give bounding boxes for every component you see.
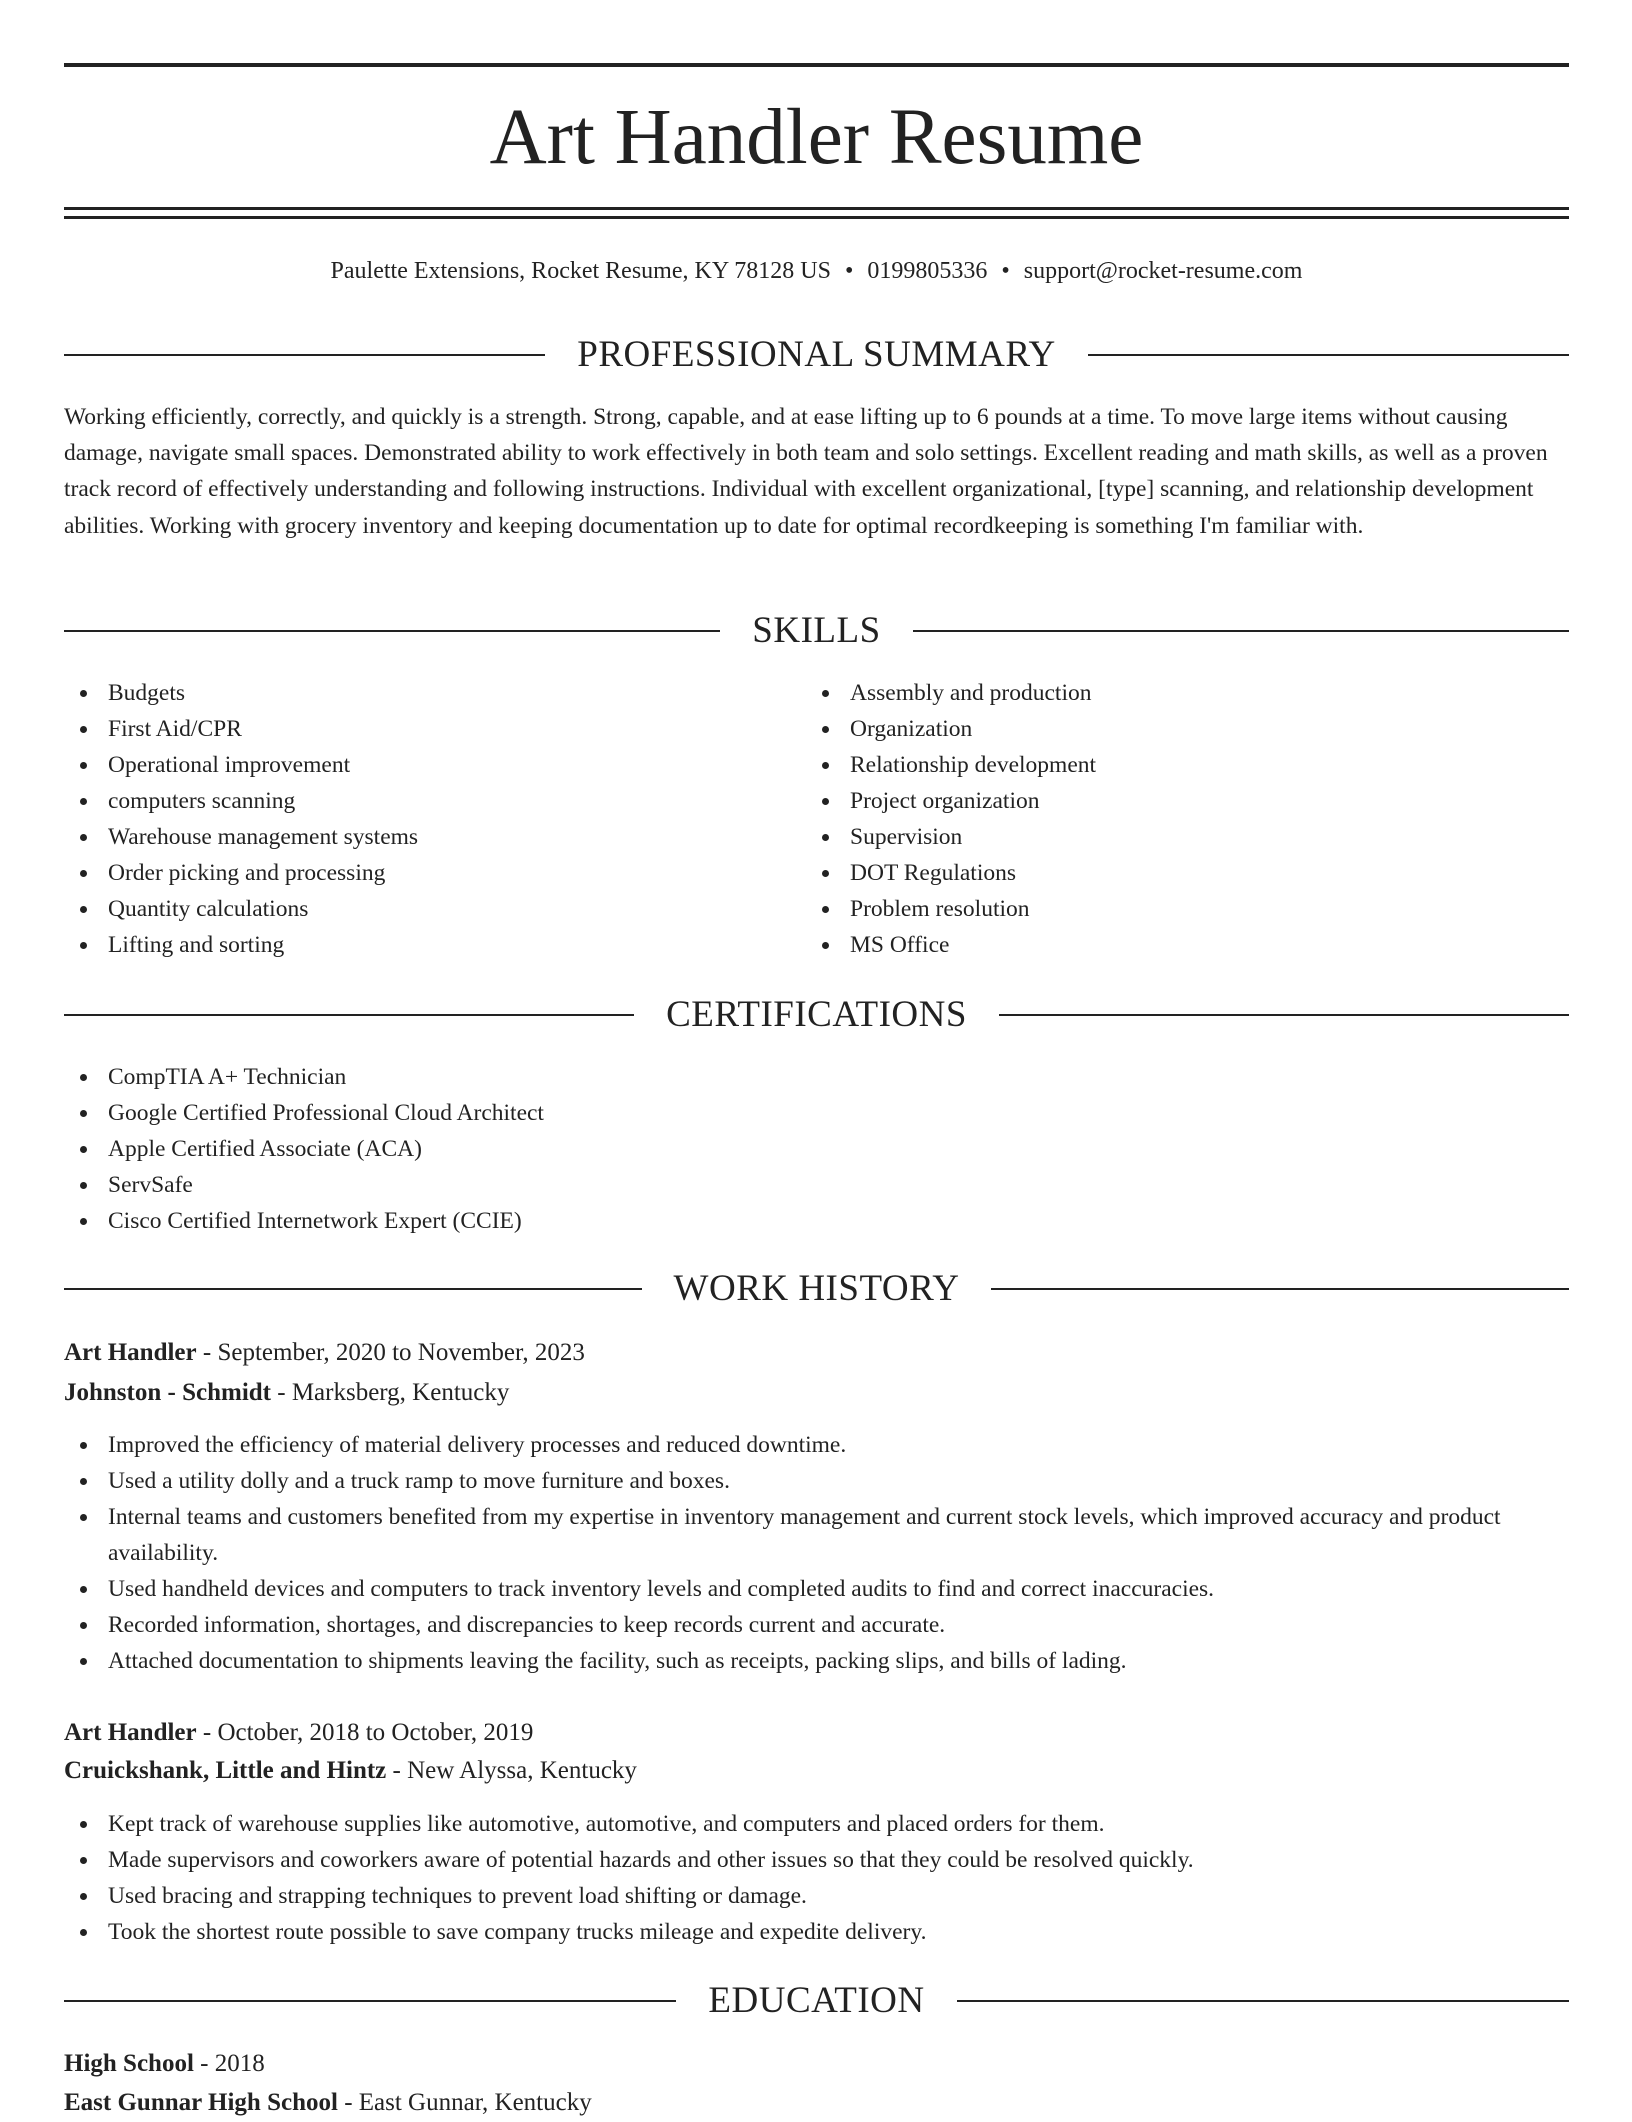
education-school-line (64, 2084, 1569, 2122)
summary-heading (64, 333, 1569, 377)
list-item: Made supervisors and coworkers aware of potential hazards and other issues so that they could be resolved quickly. (64, 1842, 1569, 1878)
top-rule (64, 63, 1569, 67)
section-title: WORK HISTORY (673, 1268, 960, 1309)
list-item: DOT Regulations (806, 855, 1506, 891)
list-item: Recorded information, shortages, and discrepancies to keep records current and accurate. (64, 1607, 1569, 1643)
section-title: SKILLS (752, 610, 881, 651)
heading-rule-left (64, 1014, 634, 1016)
education-degree: High School (64, 2050, 194, 2077)
heading-rule-left (64, 630, 720, 632)
contact-email: support@rocket-resume.com (1023, 258, 1303, 284)
list-item: Kept track of warehouse supplies like automotive, automotive, and computers and placed orders for them. (64, 1806, 1569, 1842)
job-dates: - September, 2020 to November, 2023 (196, 1339, 585, 1366)
contact-address: Paulette Extensions, Rocket Resume, KY 78128 US (330, 258, 831, 284)
list-item: Cisco Certified Internetwork Expert (CCIE) (64, 1203, 1569, 1239)
list-item: computers scanning (64, 783, 764, 819)
job-dates: - October, 2018 to October, 2019 (196, 1719, 534, 1746)
skills-left-column (64, 675, 764, 963)
education-year: - 2018 (193, 2050, 265, 2077)
list-item: Supervision (806, 819, 1506, 855)
section-title: CERTIFICATIONS (666, 994, 967, 1035)
section-title: EDUCATION (708, 1980, 925, 2021)
heading-rule-left (64, 354, 545, 356)
list-item: Project organization (806, 783, 1506, 819)
job-company-line (64, 1752, 1569, 1790)
list-item: Apple Certified Associate (ACA) (64, 1131, 1569, 1167)
certifications-heading (64, 993, 1569, 1037)
list-item: MS Office (806, 927, 1506, 963)
job-bullets (64, 1806, 1569, 1950)
list-item: Lifting and sorting (64, 927, 764, 963)
contact-separator: • (844, 258, 854, 284)
heading-rule-right (1088, 354, 1569, 356)
education-location: - East Gunnar, Kentucky (337, 2089, 592, 2116)
skills-right-column (806, 675, 1506, 963)
list-item: Warehouse management systems (64, 819, 764, 855)
list-item: Took the shortest route possible to save company trucks mileage and expedite delivery. (64, 1914, 1569, 1950)
section-title: PROFESSIONAL SUMMARY (577, 334, 1056, 375)
job-company: Cruickshank, Little and Hintz (64, 1757, 387, 1784)
job-title-line (64, 1714, 1569, 1752)
job-title-line (64, 1334, 1569, 1372)
education-degree-line (64, 2045, 1569, 2083)
list-item: First Aid/CPR (64, 711, 764, 747)
list-item: Order picking and processing (64, 855, 764, 891)
heading-rule-left (64, 2000, 676, 2002)
list-item: Problem resolution (806, 891, 1506, 927)
job-company: Johnston - Schmidt (64, 1379, 271, 1406)
list-item: Improved the efficiency of material delivery processes and reduced downtime. (64, 1427, 1569, 1463)
heading-rule-right (913, 630, 1569, 632)
contact-phone: 0199805336 (867, 258, 988, 284)
work-history-heading (64, 1267, 1569, 1311)
summary-text: Working efficiently, correctly, and quickly is a strength. Strong, capable, and at ease lifting up to 6 pounds at a time. To move large items without causing damage, navigate small spaces. Demonstrated ability to work effectively in both team and solo settings. Excellent reading and math skills, as well as a proven track record of effectively understanding and following instructions. Individual with excellent organizational, [type] scanning, and relationship development abilities. Working with grocery inventory and keeping documentation up to date for optimal recordkeeping is something I'm familiar with. (64, 404, 1548, 539)
list-item: Quantity calculations (64, 891, 764, 927)
certifications-list (64, 1059, 1569, 1239)
job-location: - Marksberg, Kentucky (271, 1379, 510, 1406)
page-title: Art Handler Resume (489, 94, 1144, 181)
job-title: Art Handler (64, 1339, 197, 1366)
list-item: Google Certified Professional Cloud Architect (64, 1095, 1569, 1131)
heading-rule-right (999, 1014, 1569, 1016)
education-heading (64, 1979, 1569, 2023)
heading-rule-left (64, 1288, 642, 1290)
title-rule-upper (64, 207, 1569, 210)
list-item: CompTIA A+ Technician (64, 1059, 1569, 1095)
list-item: Budgets (64, 675, 764, 711)
job-title: Art Handler (64, 1719, 197, 1746)
contact-line (64, 254, 1569, 288)
list-item: Used handheld devices and computers to track inventory levels and completed audits to find and correct inaccuracies. (64, 1571, 1569, 1607)
heading-rule-right (957, 2000, 1569, 2002)
list-item: Used a utility dolly and a truck ramp to move furniture and boxes. (64, 1463, 1569, 1499)
job-location: - New Alyssa, Kentucky (386, 1757, 637, 1784)
skills-heading (64, 609, 1569, 653)
job-bullets (64, 1427, 1569, 1679)
list-item: Attached documentation to shipments leaving the facility, such as receipts, packing slips, and bills of lading. (64, 1643, 1569, 1679)
contact-separator: • (1001, 258, 1010, 284)
list-item: Assembly and production (806, 675, 1506, 711)
list-item: Relationship development (806, 747, 1506, 783)
education-school: East Gunnar High School (64, 2089, 338, 2116)
heading-rule-right (991, 1288, 1569, 1290)
list-item: Internal teams and customers benefited from my expertise in inventory management and current stock levels, which improved accuracy and product availability. (64, 1499, 1569, 1571)
list-item: Used bracing and strapping techniques to prevent load shifting or damage. (64, 1878, 1569, 1914)
list-item: ServSafe (64, 1167, 1569, 1203)
job-company-line (64, 1374, 1569, 1412)
list-item: Organization (806, 711, 1506, 747)
list-item: Operational improvement (64, 747, 764, 783)
title-rule-lower (64, 216, 1569, 219)
